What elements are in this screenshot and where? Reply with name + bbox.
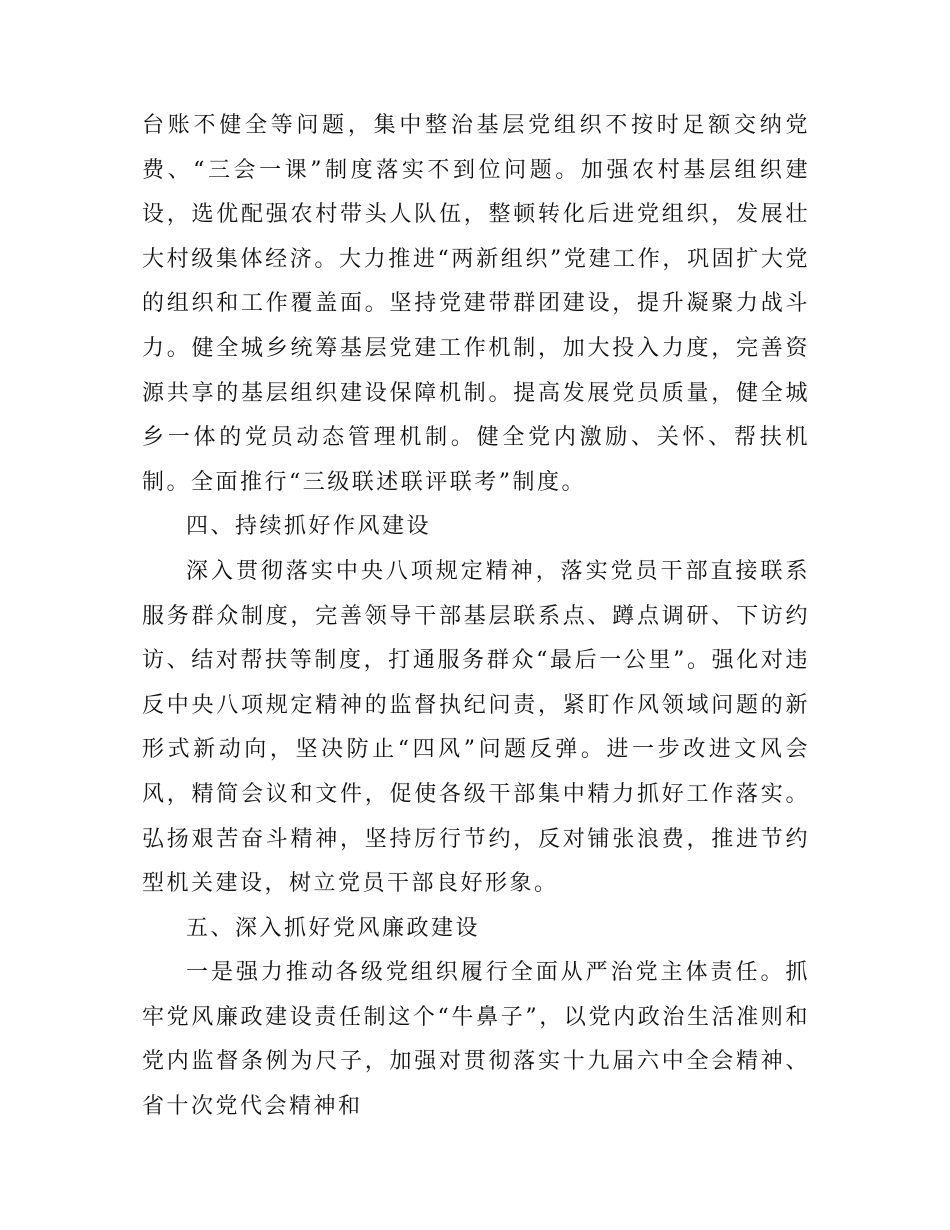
paragraph-work-style: 深入贯彻落实中央八项规定精神，落实党员干部直接联系服务群众制度，完善领导干部基层联系点、蹲点调研、下访约访、结对帮扶等制度，打通服务群众“最后一公里”。强化对违反中央八项规定精神的监督执纪问责，紧盯作风领域问题的新形式新动向，坚决防止“四风”问题反弹。进一步改进文风会风，精简会议和文件，促使各级干部集中精力抓好工作落实。弘扬艰苦奋斗精神，坚持厉行节约，反对铺张浪费，推进节约型机关建设，树立党员干部良好形象。 — [142, 558, 810, 897]
section-heading-4: 四、持续抓好作风建设 — [186, 514, 432, 540]
section-heading-5: 五、深入抓好党风廉政建设 — [186, 915, 481, 941]
document-body — [142, 104, 810, 1130]
paragraph-base-organization: 台账不健全等问题，集中整治基层党组织不按时足额交纳党费、“三会一课”制度落实不到位问题。加强农村基层组织建设，选优配强农村带头人队伍，整顿转化后进党组织，发展壮大村级集体经济。大力推进“两新组织”党建工作，巩固扩大党的组织和工作覆盖面。坚持党建带群团建设，提升凝聚力战斗力。健全城乡统筹基层党建工作机制，加大投入力度，完善资源共享的基层组织建设保障机制。提高发展党员质量，健全城乡一体的党员动态管理机制。健全党内激励、关怀、帮扶机制。全面推行“三级联述联评联考”制度。 — [142, 113, 810, 495]
paragraph-clean-governance: 一是强力推动各级党组织履行全面从严治党主体责任。抓牢党风廉政建设责任制这个“牛鼻子”，以党内政治生活准则和党内监督条例为尺子，加强对贯彻落实十九届六中全会精神、省十次党代会精神和 — [142, 960, 810, 1120]
